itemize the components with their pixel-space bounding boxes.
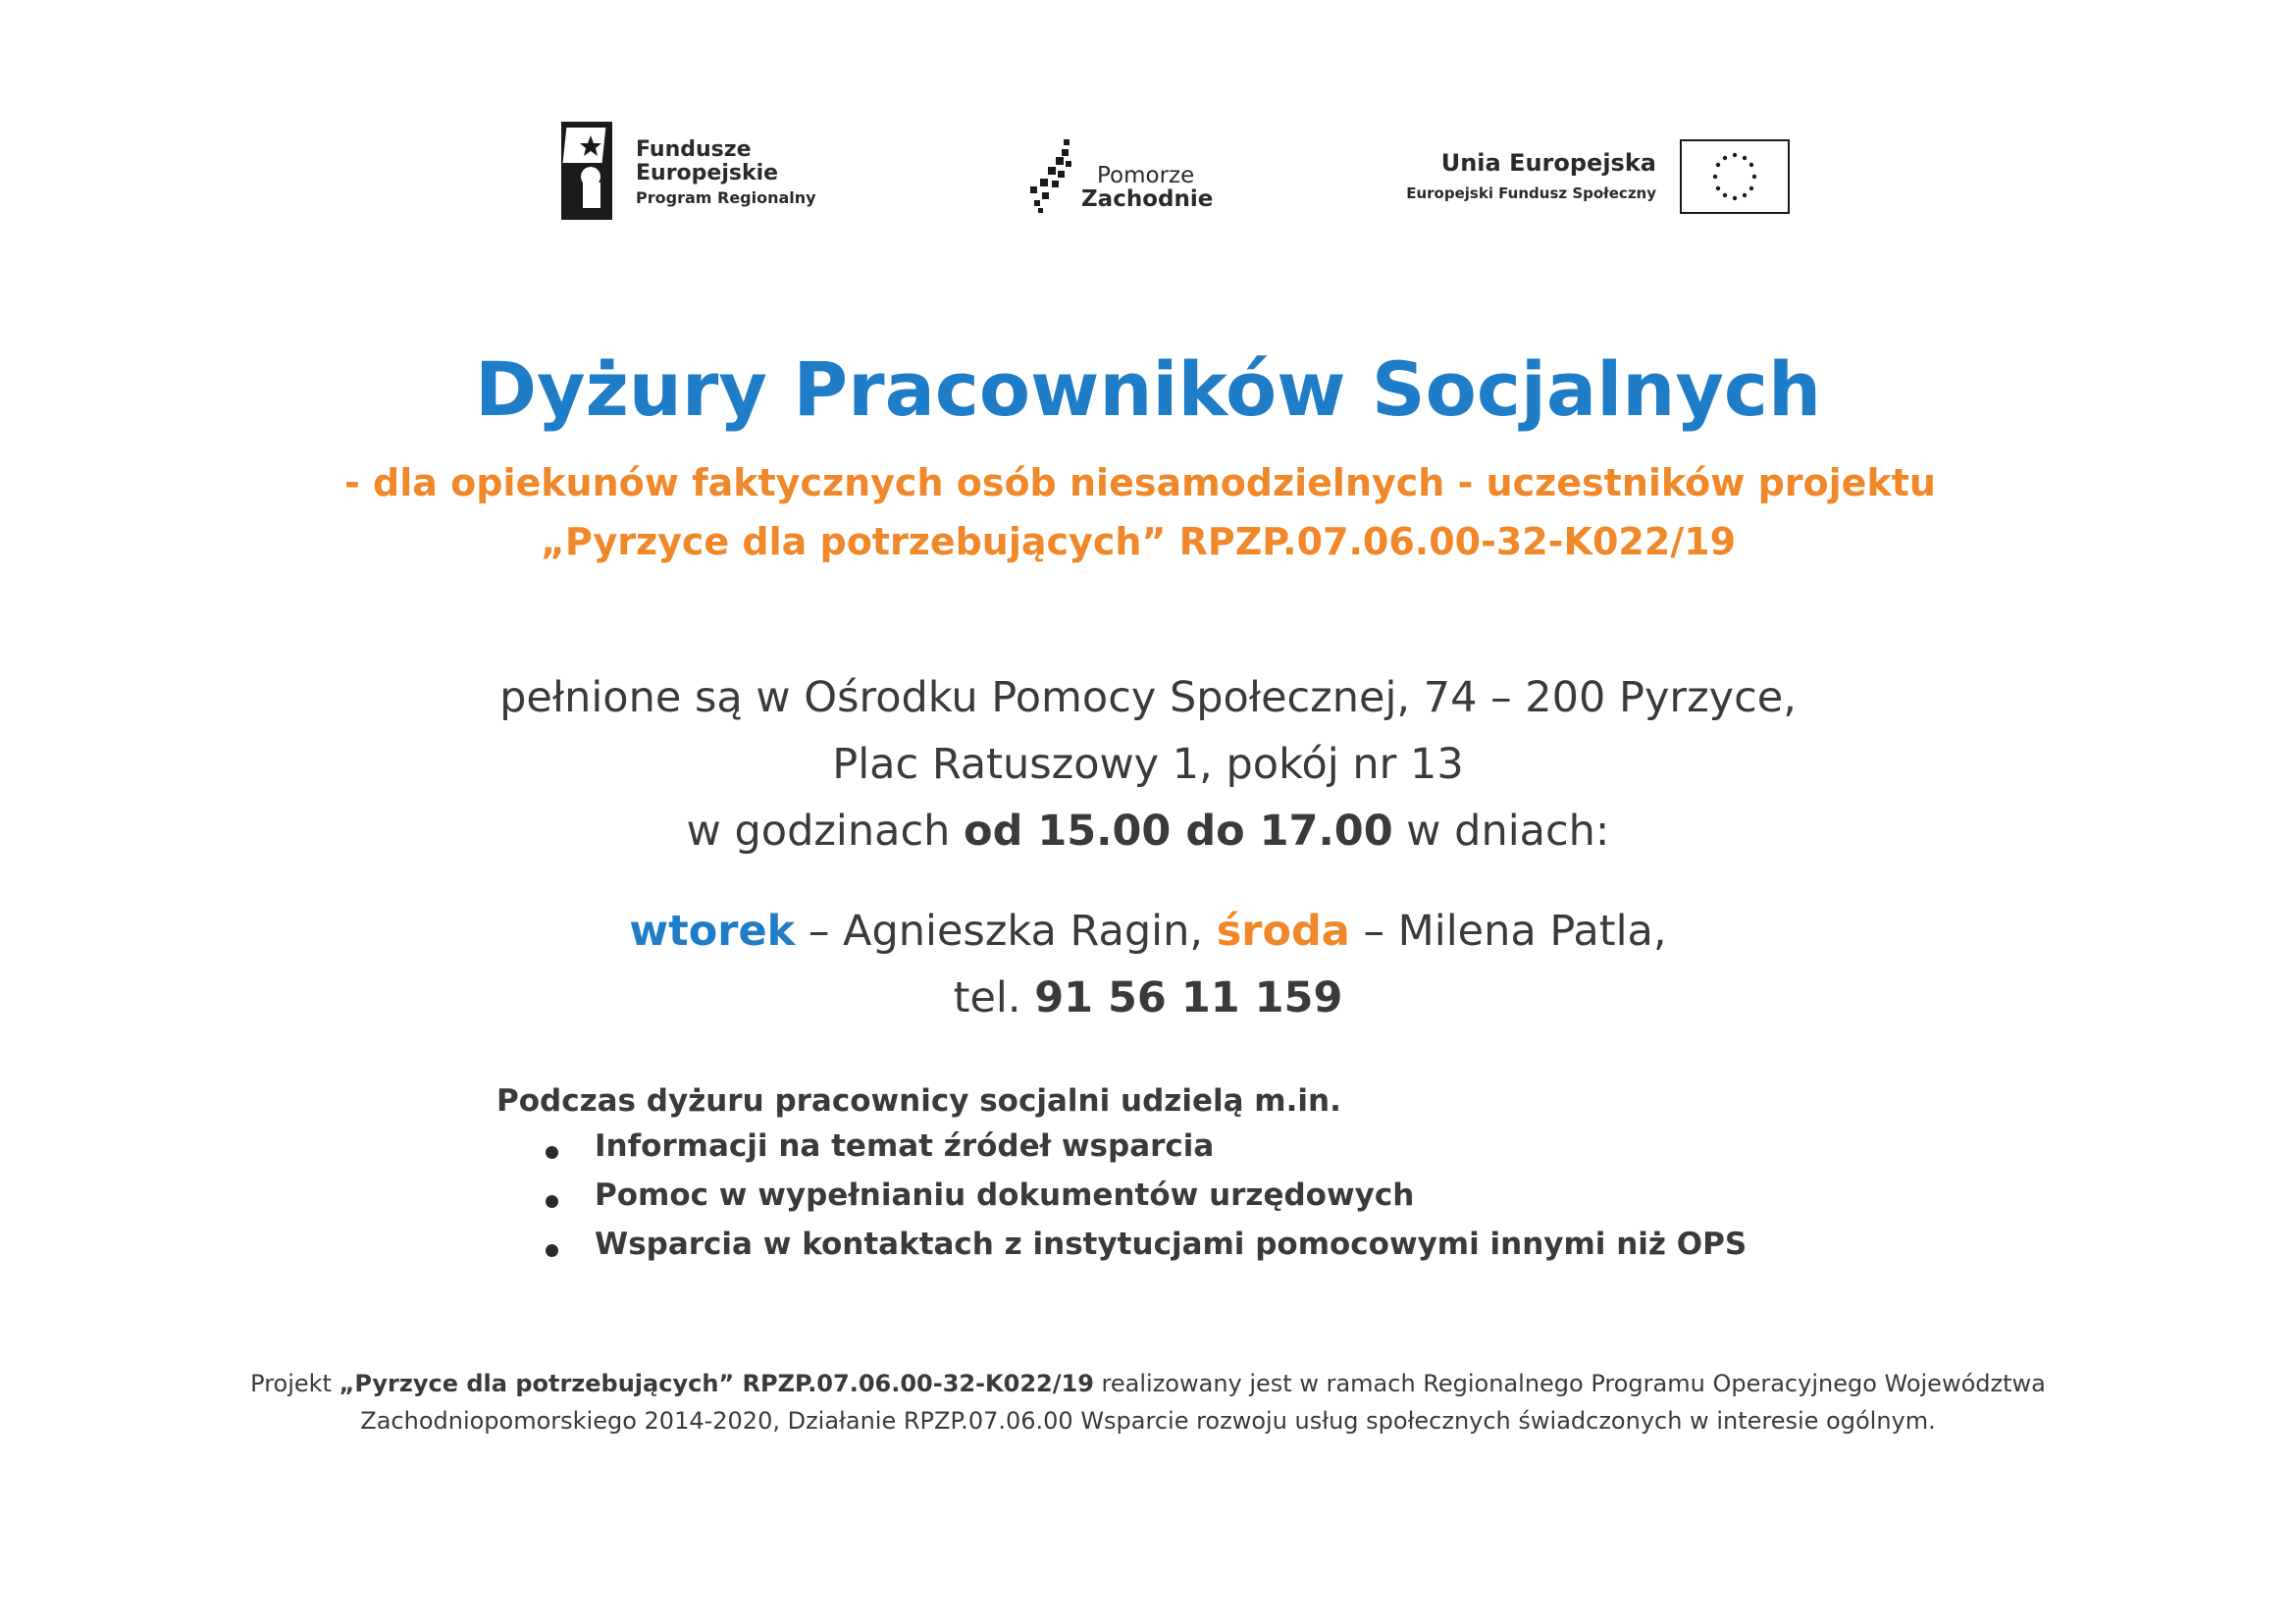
list-item xyxy=(538,1128,1747,1178)
list-item-text: Informacji na temat źródeł wsparcia xyxy=(595,1128,1215,1164)
eu-flag-icon xyxy=(1680,139,1790,214)
address-line2: Plac Ratuszowy 1, pokój nr 13 xyxy=(832,740,1464,789)
day-tuesday: wtorek xyxy=(629,907,796,956)
footer-post: realizowany jest w ramach Regionalnego Programu Operacyjnego Województwa xyxy=(1093,1370,2046,1397)
subtitle-line1: - dla opiekunów faktycznych osób niesamodzielnych - uczestników projektu xyxy=(344,461,1936,504)
bullet-icon xyxy=(546,1195,558,1208)
list-item xyxy=(538,1227,1747,1276)
ue-line2: Europejski Fundusz Społeczny xyxy=(1406,184,1656,202)
hours-pre: w godzinach xyxy=(686,807,965,856)
list-item-text: Wsparcia w kontaktach z instytucjami pomocowymi innymi niż OPS xyxy=(595,1227,1748,1262)
logo-unia-europejska xyxy=(1406,139,1790,218)
hours-range: od 15.00 do 17.00 xyxy=(964,807,1393,856)
pomorze-zachodnie-icon xyxy=(1026,137,1085,216)
person-wednesday: – Milena Patla, xyxy=(1349,907,1667,956)
schedule-line xyxy=(0,907,2296,956)
footer-project: „Pyrzyce dla potrzebujących” RPZP.07.06.00-32-K022/19 xyxy=(339,1370,1094,1397)
list-item xyxy=(538,1178,1747,1227)
footer-line1 xyxy=(0,1370,2296,1397)
logo-pomorze-zachodnie xyxy=(1026,137,1223,226)
bullet-icon xyxy=(546,1146,558,1159)
services-list xyxy=(538,1128,1747,1276)
day-wednesday: środa xyxy=(1216,907,1350,956)
fe-line2: Europejskie xyxy=(636,161,779,185)
logo-fundusze-europejskie xyxy=(561,122,816,226)
footer-pre: Projekt xyxy=(250,1370,339,1397)
subtitle-line2: „Pyrzyce dla potrzebujących” RPZP.07.06.00-32-K022/19 xyxy=(540,520,1737,563)
phone-label: tel. xyxy=(953,973,1035,1022)
bullet-icon xyxy=(546,1244,558,1257)
footer-line2: Zachodniopomorskiego 2014-2020, Działanie RPZP.07.06.00 Wsparcie rozwoju usług społecznych świadczonych w interesie ogólnym. xyxy=(360,1407,1936,1435)
page-title: Dyżury Pracowników Socjalnych xyxy=(474,345,1822,433)
phone-line xyxy=(0,973,2296,1022)
hours-post: w dniach: xyxy=(1392,807,1610,856)
list-item-text: Pomoc w wypełnianiu dokumentów urzędowych xyxy=(595,1178,1415,1213)
pz-line1: Pomorze xyxy=(1097,163,1195,188)
address-line1: pełnione są w Ośrodku Pomocy Społecznej, 74 – 200 Pyrzyce, xyxy=(499,673,1797,722)
services-lead: Podczas dyżuru pracownicy socjalni udzielą m.in. xyxy=(496,1083,1341,1119)
hours-line xyxy=(0,807,2296,856)
fundusze-europejskie-star-icon xyxy=(561,122,616,224)
ue-line1: Unia Europejska xyxy=(1440,149,1656,177)
phone-number: 91 56 11 159 xyxy=(1034,973,1343,1022)
person-tuesday: – Agnieszka Ragin, xyxy=(795,907,1217,956)
fe-line3: Program Regionalny xyxy=(636,188,816,207)
pz-line2: Zachodnie xyxy=(1081,186,1214,212)
fe-line1: Fundusze xyxy=(636,137,752,162)
